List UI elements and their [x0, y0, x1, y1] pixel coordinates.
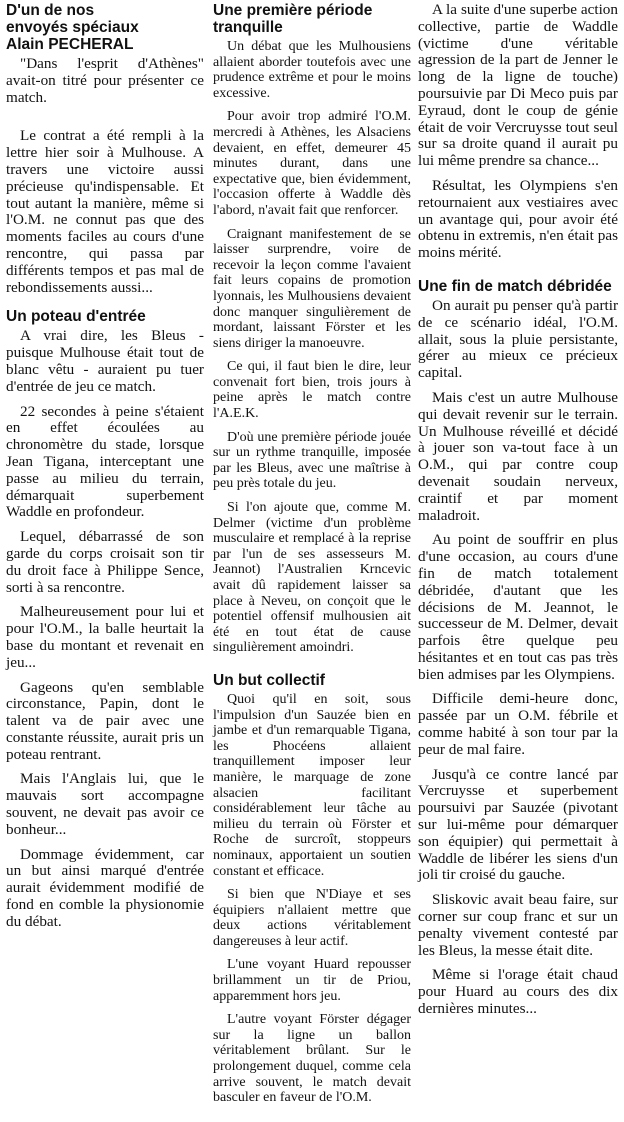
column-3 [418, 2, 618, 1026]
subheading-but-collectif: Un but collectif [213, 671, 325, 689]
author: Alain PECHERAL [6, 36, 134, 53]
paragraph: Sliskovic avait beau faire, sur corner sur coup franc et sur un penalty vivement contesté par les Bleus, la messe était dite. [418, 891, 618, 959]
lead-paragraph: "Dans l'esprit d'Athènes" avait-on titré pour présenter ce match. [6, 55, 204, 106]
paragraph: Mais c'est un autre Mulhouse qui devait revenir sur le terrain. Un Mulhouse réveillé et décidé à jouer son va-tout face à un O.M., qui par contre coup devenait soudain nerveux, craintif et par moment maladroit. [418, 388, 618, 524]
kicker-2: envoyés spéciaux [6, 19, 139, 36]
paragraph: Pour avoir trop admiré l'O.M. mercredi à Athènes, les Alsaciens devaient, en effet, demeurer 45 minutes durant, dans une expectative que, bien évidemment, l'occasion offerte à Waddle dès l'abord, n'avait fait que renforcer. [213, 109, 411, 218]
paragraph: Si l'on ajoute que, comme M. Delmer (victime d'un problème musculaire et remplacé à la reprise par l'un de ses assesseurs M. Jeannot) l'Australien Krncevic avait dû rapidement laisser sa place à Neveu, on conçoit que le potentiel offensif mulhousien ait été en tout état de cause singulièrement amoindri. [213, 500, 411, 656]
paragraph: Au point de souffrir en plus d'une occasion, au cours d'une fin de match totalement débridée, d'autant que les décisions de M. Jeannot, le successeur de M. Delmer, devait parfois être quelque peu hésitantes et en tout cas pas très bien admises par les Olympiens. [418, 531, 618, 683]
paragraph: Craignant manifestement de se laisser surprendre, voire de recevoir la leçon comme l'avaient fait leurs copains de promotion lyonnais, les Mulhousiens devaient donc manquer singulièrement de mordant, laissant Förster et les siens diriger la manoeuvre. [213, 226, 411, 351]
paragraph: Dommage évidemment, car un but ainsi marqué d'entrée aurait évidemment modifié de fond en comble la physionomie du débat. [6, 845, 204, 930]
paragraph: On aurait pu penser qu'à partir de ce scénario idéal, l'O.M. allait, sous la pluie persistante, gérer au mieux ce précieux capital. [418, 296, 618, 382]
paragraph: Malheureusement pour lui et pour l'O.M., la balle heurtait la base du montant et revenait en jeu... [6, 603, 204, 671]
paragraph: L'autre voyant Förster dégager sur la ligne un ballon véritablement brûlant. Sur le prolongement duquel, comme cela arrive souvent, le match devait basculer en faveur de l'O.M. [213, 1012, 411, 1106]
paragraph: D'où une première période jouée sur un rythme tranquille, imposée par les Bleus, avec une maîtrise à peu près totale du jeu. [213, 429, 411, 492]
subheading-poteau: Un poteau d'entrée [6, 308, 146, 326]
paragraph: A la suite d'une superbe action collective, partie de Waddle (victime d'une véritable agression de la part de Jenner le long de la ligne de touche) poursuivie par Di Meco puis par Eyraud, dont le coup de génie était de voir Vercruysse tout seul sur sa droite quand il aurait pu lui même prendre sa chance... [418, 1, 618, 170]
paragraph: Un débat que les Mulhousiens allaient aborder toutefois avec une prudence extrême et pour le moins excessive. [213, 39, 411, 101]
subheading-fin-de-match: Une fin de match débridée [418, 277, 612, 295]
paragraph: A vrai dire, les Bleus - puisque Mulhouse était tout de blanc vêtu - auraient pu tuer d'entrée de jeu ce match. [6, 327, 204, 395]
paragraph: Lequel, débarrassé de son garde du corps croisait son tir du droit face à Philippe Sence, sorti à sa rencontre. [6, 528, 204, 596]
paragraph: Difficile demi-heure donc, passée par un O.M. fébrile et comme habité à son tour par la peur de mal faire. [418, 690, 618, 758]
subheading-premiere-periode: Une première période tranquille [213, 2, 373, 36]
paragraph: Résultat, les Olympiens s'en retournaient aux vestiaires avec un avantage qui, pour avoir été obtenu in extremis, n'en était pas moins mérité. [418, 176, 618, 262]
paragraph: Le contrat a été rempli à la lettre hier soir à Mulhouse. A travers une victoire aussi précieuse qu'indispensable. Et tout autant la manière, même si l'O.M. ne connut pas que des moments faciles au cours d'une rencontre, qui passa par différents tempos et pas mal de rebondissements aussi... [6, 127, 204, 296]
paragraph: Quoi qu'il en soit, sous l'impulsion d'un Sauzée bien en jambe et d'un remarquable Tigana, les Phocéens allaient tranquillement imposer leur manière, le marquage de zone alsacien facilitant considérablement leur tâche au milieu du terrain où Förster et Roche de surcroît, stoppeurs nominaux, apportaient un soutien constant et efficace. [213, 691, 411, 879]
paragraph: Ce qui, il faut bien le dire, leur convenait fort bien, trois jours à peine après le match contre l'A.E.K. [213, 359, 411, 422]
kicker: D'un de nos [6, 2, 95, 19]
column-2 [213, 2, 411, 1114]
paragraph: Gageons qu'en semblable circonstance, Papin, dont le talent va de pair avec une constante réussite, aurait pris un poteau rentrant. [6, 678, 204, 763]
paragraph: L'une voyant Huard repousser brillamment un tir de Priou, apparemment hors jeu. [213, 957, 411, 1004]
paragraph: Même si l'orage était chaud pour Huard au cours des dix dernières minutes... [418, 966, 618, 1018]
column-1 [6, 2, 204, 939]
paragraph: Mais l'Anglais lui, que le mauvais sort accompagne souvent, ne devait pas avoir ce bonheur... [6, 770, 204, 838]
paragraph: Si bien que N'Diaye et ses équipiers n'allaient mettre que deux actions véritablement dangereuses à leur actif. [213, 887, 411, 949]
paragraph: 22 secondes à peine s'étaient en effet écoulées au chronomètre du stade, lorsque Jean Tigana, interceptant une passe au milieu du terrain, démarquait superbement Waddle en profondeur. [6, 402, 204, 521]
paragraph: Jusqu'à ce contre lancé par Vercruysse et superbement poursuivi par Sauzée (pivotant sur lui-même pour démarquer son équipier) qui permettait à Waddle de libérer les siens d'un joli tir croisé du gauche. [418, 765, 618, 884]
